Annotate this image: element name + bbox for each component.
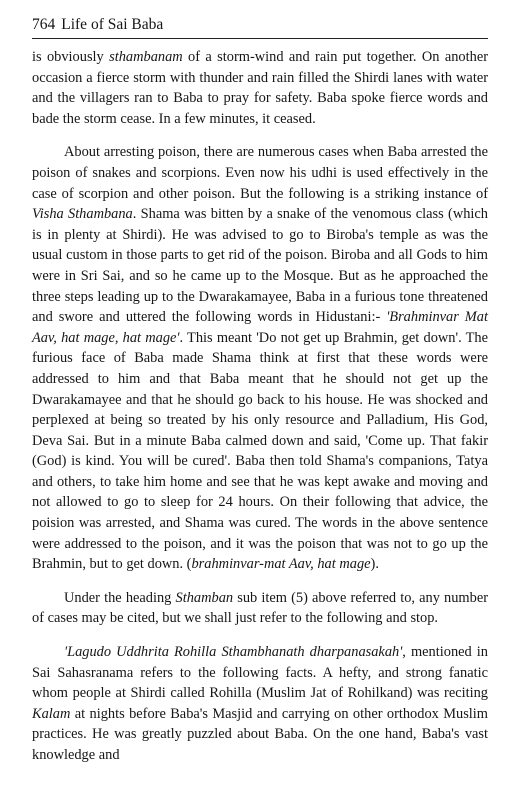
italic-text: 'Brahminvar Mat Aav, hat mage, hat mage' — [32, 309, 488, 346]
italic-text: sthambanam — [109, 49, 183, 65]
text-run: , mentioned in Sai Sahasranama refers to the following facts. A hefty, and strong fanatic whom people at Shirdi called Rohilla (Muslim Jat of Rohilkand) was reciting — [32, 644, 488, 702]
paragraph — [32, 642, 488, 766]
body-text — [32, 47, 488, 766]
italic-text: Kalam — [32, 705, 71, 722]
text-run: of a storm-wind and rain put together. On another occasion a fierce storm with thunder and rain filled the Shirdi lanes with water and the villagers ran to Baba to pray for safety. Baba spoke fierce words and bade the storm cease. In a few minutes, it ceased. — [32, 49, 489, 127]
header-rule — [32, 38, 488, 39]
page-number: 764 — [32, 16, 56, 33]
running-header — [32, 16, 488, 34]
paragraph — [32, 588, 488, 629]
italic-text: Sthamban — [175, 589, 234, 606]
text-run: at nights before Baba's Masjid and carrying on other orthodox Muslim practices. He was greatly puzzled about Baba. On the one hand, Baba's vast knowledge and — [32, 705, 488, 763]
book-title: Life of Sai Baba — [61, 16, 164, 33]
paragraph — [32, 142, 488, 574]
text-run: About arresting poison, there are numerous cases when Baba arrested the poison of snakes and scorpions. Even now his udhi is used effectively in the case of scorpion and other poison. But the following is a striking instance of — [32, 144, 488, 202]
text-run: Under the heading — [64, 589, 176, 606]
italic-text: brahminvar-mat Aav, hat mage — [191, 556, 371, 573]
text-run: is obviously — [32, 49, 110, 65]
text-run: sub item (5) above referred to, any number of cases may be cited, but we shall just refer to the following and stop. — [32, 589, 489, 627]
text-run: . This meant 'Do not get up Brahmin, get down'. The furious face of Baba made Shama think at first that these words were addressed to him and that Baba meant that he should not get up the Dwarakamayee and that he should go back to his house. He was shocked and perplexed at being so treated by his only resource and Palladium, His God, Deva Sai. But in a minute Baba calmed down and said, 'Come up. That fakir (God) is kind. You will be cured'. Baba then told Shama's companions, Tatya and others, to take him home and see that he was kept awake and moving and not allowed to go to sleep for 24 hours. On their following that advice, the poision was arrested, and Shama was cured. The words in the above sentence were addressed to the poison, and it was the poison that was not to go up the Brahmin, but to get down. ( — [32, 329, 488, 573]
paragraph — [32, 47, 488, 129]
italic-text: 'Lagudo Uddhrita Rohilla Sthambhanath dharpanasakah' — [64, 644, 403, 661]
italic-text: Visha Sthambana — [32, 206, 133, 223]
text-run: . Shama was bitten by a snake of the venomous class (which is in plenty at Shirdi). He was advised to go to Biroba's temple as was the usual custom in those parts to get rid of the poison. Biroba and all Gods to him were in Sri Sai, and so he came up to the Mosque. But as he approached the three steps leading up to the Dwarakamayee, Baba in a furious tone threatened and swore and uttered the following words in Hidustani:- — [32, 206, 488, 326]
text-run: ). — [370, 556, 379, 573]
